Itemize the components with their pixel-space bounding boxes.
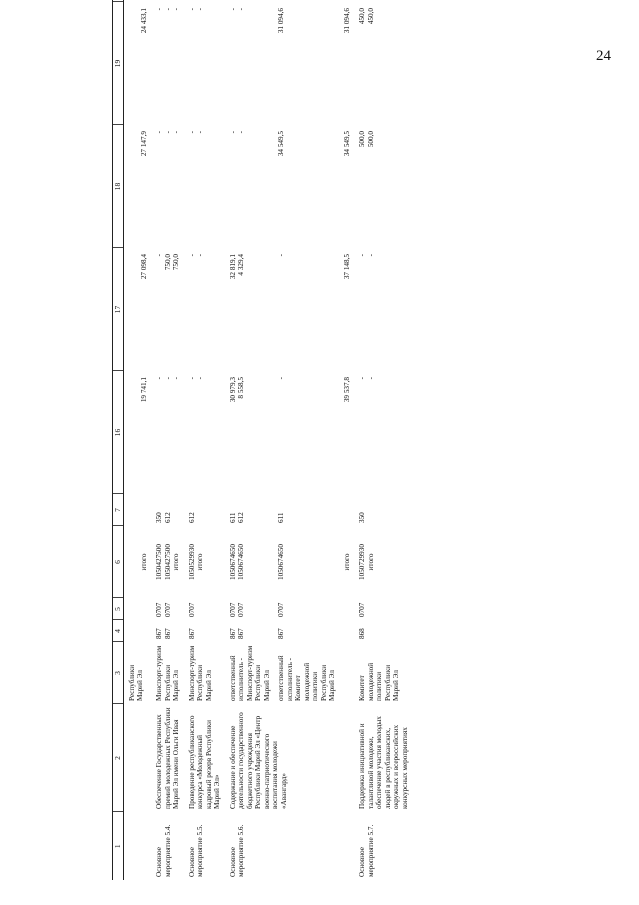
cell-value: 27 098,4 [140,254,148,280]
cell-value: 27 147,9 [140,131,148,157]
table-row [225,0,274,880]
cell-csr: итого [140,553,148,571]
cell-executor: Минспорт-туризм Республики Марий Эл [187,645,213,701]
cell-grbs: 867 867 [155,628,172,639]
cell-csr: 1050729930 итого [358,544,375,580]
cell-value: - - [358,377,375,380]
cell-grbs [124,620,152,642]
cell-value: - - [187,377,205,380]
col-header: 18 [113,125,124,248]
cell-grbs: 868 [358,628,367,639]
cell-grbs: 867 867 [228,628,246,639]
page-number: 24 [596,48,611,64]
cell-rzpr: 0707 [358,602,367,617]
cell-value: 31 094,6 [277,8,286,34]
cell-vr: 611 612 [228,512,246,523]
cell-rzpr: 0707 0707 [155,602,172,617]
cell-value: 34 549,5 [277,131,286,157]
cell-grbs: 867 [277,628,286,639]
cell-value [340,0,354,2]
cell-csr: 1050674650 1050674650 [228,544,246,580]
cell-value: - - [187,131,205,134]
cell-csr: 1050674650 [277,544,286,580]
cell-value: - [277,254,286,257]
cell-value: - - [187,254,205,257]
cell-value [124,0,152,2]
cell-executor: Комитет молодежной политики Республики Марий Эл [358,662,401,701]
cell-executor: ответственный исполнитель - Комитет молодежной политики Республики Марий Эл [277,655,337,701]
cell-vr: 350 612 [155,512,172,523]
cell-value: - - - [155,377,181,380]
col-header: 3 [113,642,124,704]
cell-name: Обеспечение Государственных премий молодежных Республики Марий Эл имени Ольги Ивая [155,707,181,809]
cell-value [354,0,412,2]
cell-value: 24 433,1 [140,8,148,34]
budget-table-sheet [112,0,632,880]
cell-measure: Основное мероприятие 5.6. [228,824,246,877]
col-header: 5 [113,598,124,620]
cell-value: - - - [155,8,181,11]
col-header: 7 [113,494,124,526]
cell-value [184,0,225,2]
cell-csr: 1050427500 1050427500 итого [155,544,181,580]
cell-name: Содержание и обеспечение деятельности государственного бюджетного учреждения Республики Марий Эл «Центр военно-патриотического воспитания молодежи «Авангард» [228,712,288,809]
cell-value: 30 979,3 8 558,5 [228,377,246,403]
budget-table [112,0,412,880]
cell-value: 37 148,5 [342,254,351,280]
col-header: 6 [113,526,124,598]
cell-name [124,704,152,812]
cell-value: 31 094,6 [342,8,351,34]
cell-vr [124,494,152,526]
cell-vr: 350 [358,512,367,523]
col-header: 4 [113,620,124,642]
cell-vr: 611 [277,512,286,523]
cell-value: 450,0 450,0 [358,8,375,25]
cell-value: - 750,0 750,0 [155,254,181,271]
cell-value: - - - [155,131,181,134]
table-row [184,0,225,880]
cell-name: Поддержка инициативной и талантливой молодежи, обеспечение участия молодых людей в республиканских, окружных и всероссийских конкурсных мероприятиях [358,716,409,809]
cell-executor: Республики Марий Эл [128,664,145,701]
cell-value [225,0,274,2]
cell-measure: Основное мероприятие 5.5. [187,824,205,877]
col-header: 16 [113,371,124,494]
cell-value: - - [358,254,375,257]
cell-value [274,0,339,2]
cell-rzpr: 0707 [277,602,286,617]
table-row [124,0,152,880]
cell-value: - [277,377,286,380]
cell-value: - - [228,8,246,11]
header-row [113,0,124,880]
table-row [354,0,412,880]
col-header: 19 [113,2,124,125]
cell-measure [124,812,152,880]
cell-measure: Основное мероприятие 5.4. [155,824,172,877]
cell-executor: Минспорт-туризм Республики Марий Эл [155,645,181,701]
cell-value: 500,0 500,0 [358,131,375,148]
cell-rzpr: 0707 [187,602,196,617]
cell-value: 39 537,8 [342,377,351,403]
cell-csr: 1050529930 итого [187,544,205,580]
cell-csr: итого [342,553,351,571]
col-header: 17 [113,248,124,371]
cell-value: - - [228,131,246,134]
cell-vr: 612 [187,512,196,523]
cell-name: Проведение республиканского конкурса «Молодежный кадровый резерв Республики Марий Эл» [187,715,222,809]
col-header: 1 [113,812,124,880]
cell-value: - - [187,8,205,11]
cell-grbs: 867 [187,628,196,639]
table-row [151,0,183,880]
cell-rzpr [124,598,152,620]
cell-rzpr: 0707 0707 [228,602,246,617]
cell-executor: ответственный исполнитель - Минспорт-туризм Республики Марий Эл [228,645,271,701]
col-header [113,0,124,2]
cell-value: 34 549,5 [342,131,351,157]
col-header: 2 [113,704,124,812]
cell-value: 32 819,1 4 329,4 [228,254,246,280]
cell-measure: Основное мероприятие 5.7. [358,824,375,877]
cell-value [151,0,183,2]
cell-value: 19 741,1 [140,377,148,403]
